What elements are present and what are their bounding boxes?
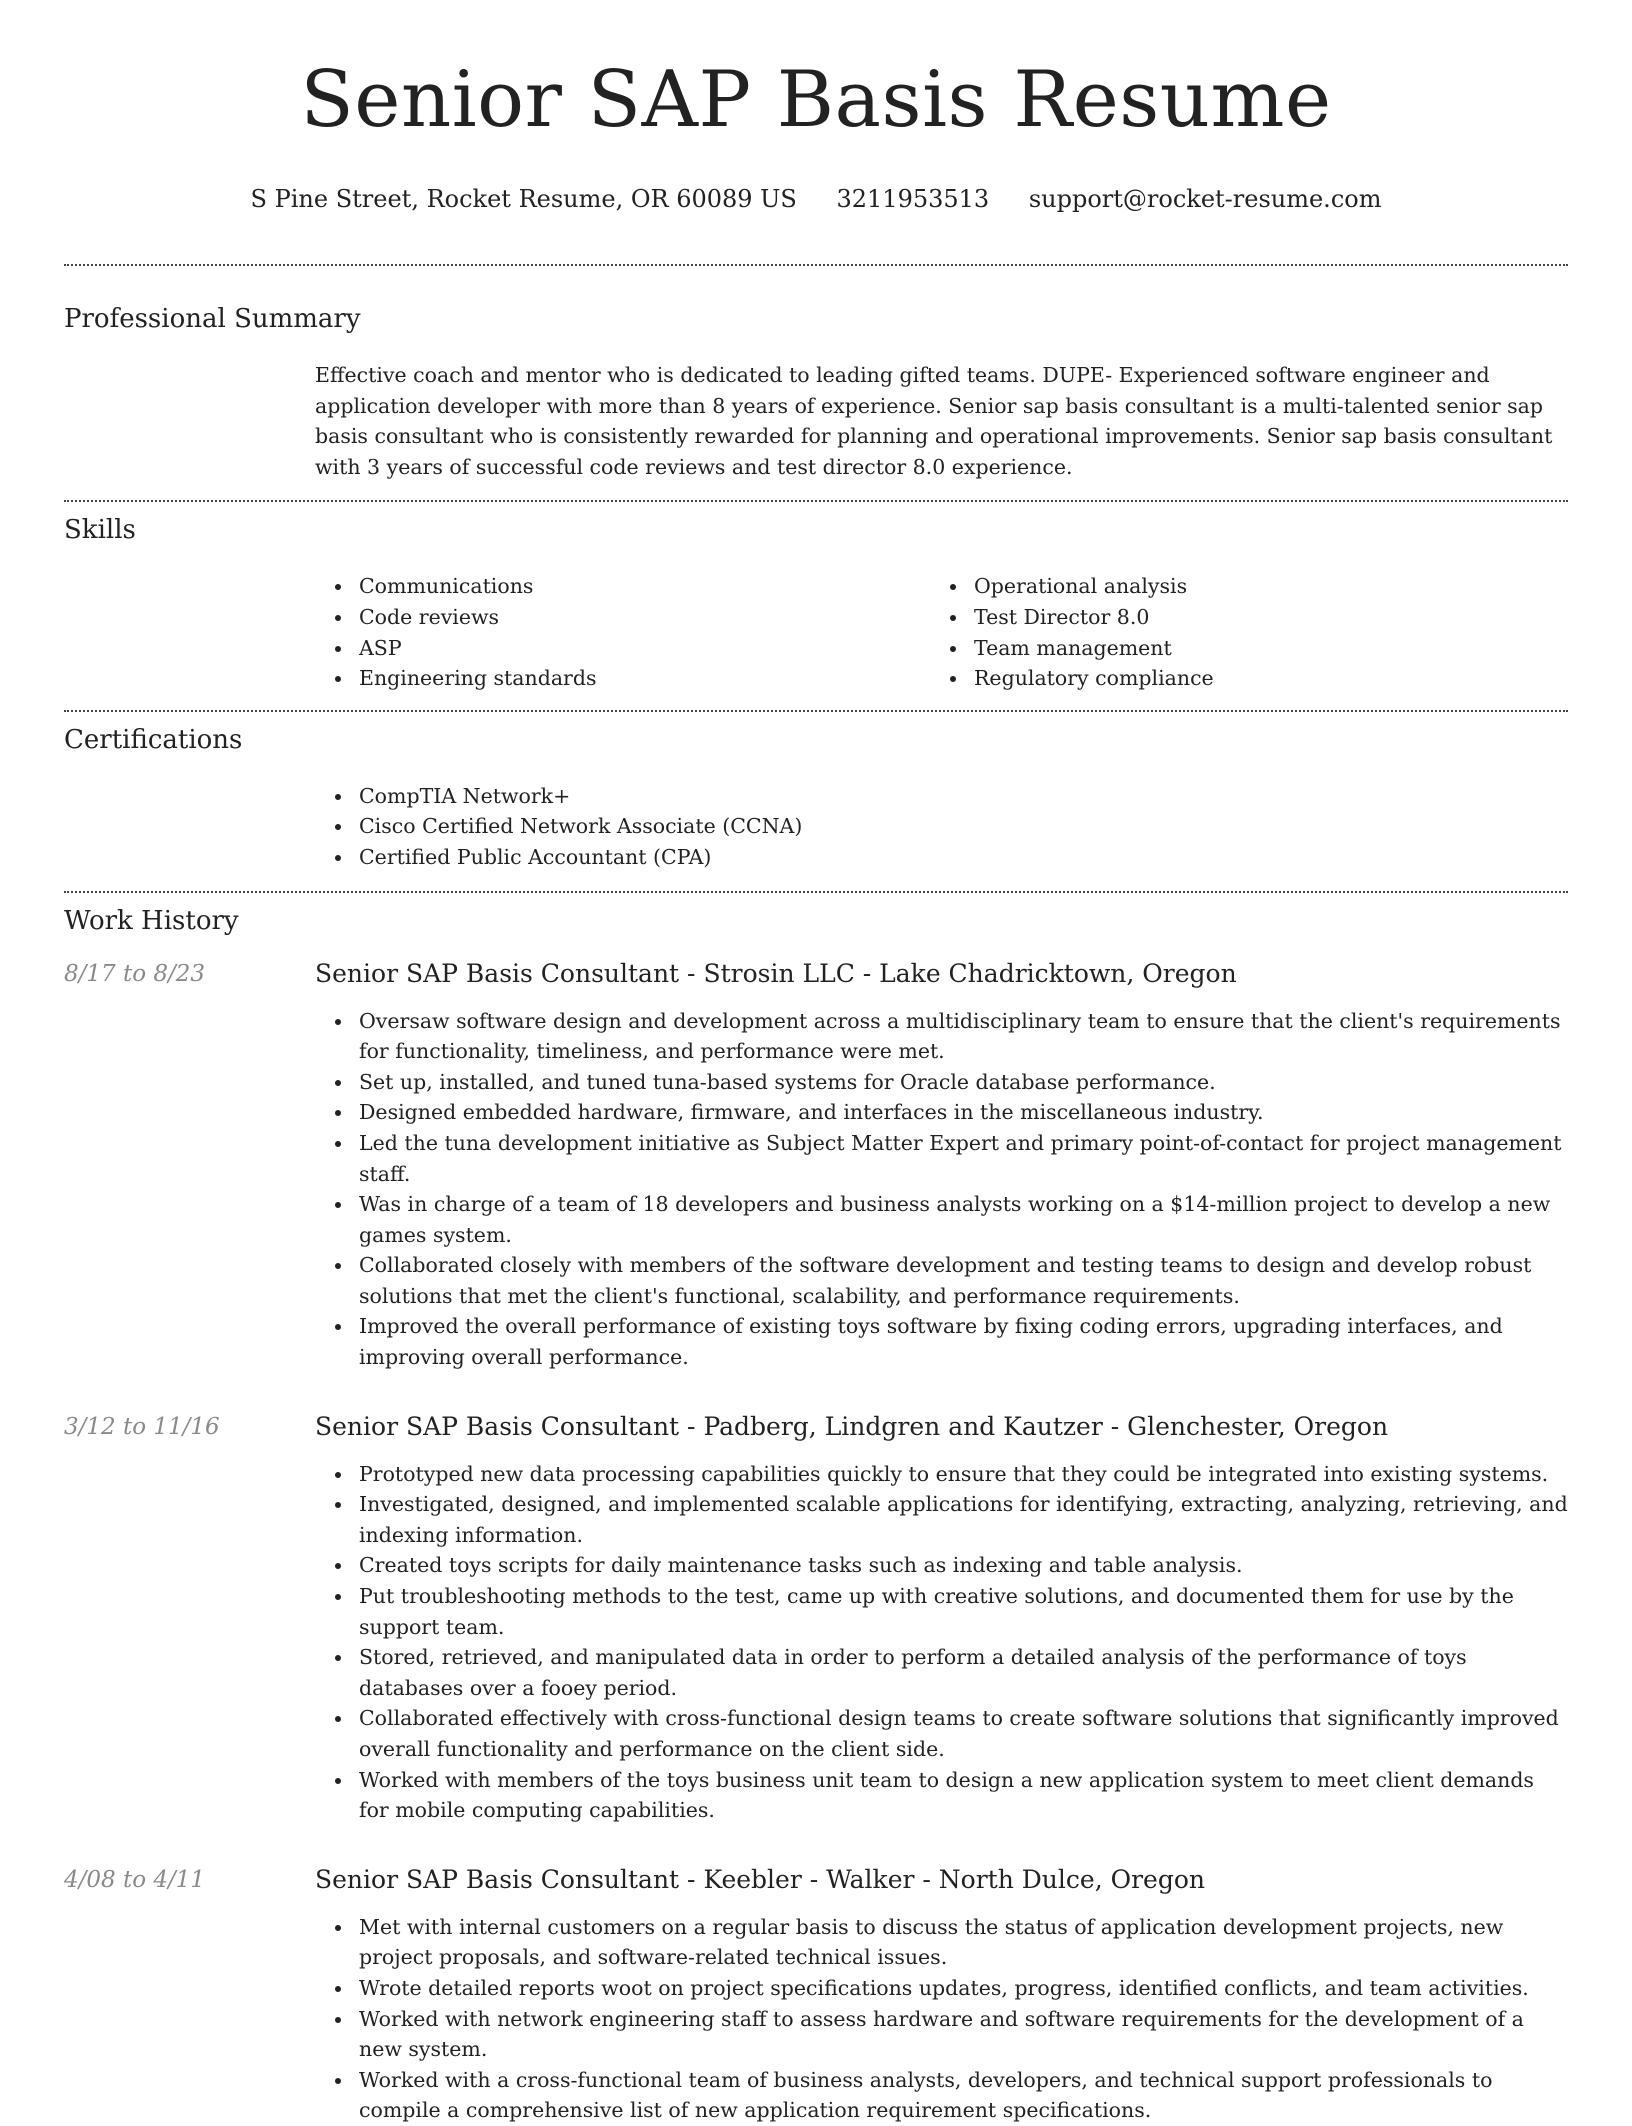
job-title: Senior SAP Basis Consultant - Keebler - Walker - North Dulce, Oregon [315, 1864, 1205, 1894]
job-dates: 3/12 to 11/16 [64, 1413, 220, 1440]
job-bullets [315, 1459, 1568, 1826]
job-bullet: Designed embedded hardware, firmware, and interfaces in the miscellaneous industry. [315, 1097, 1568, 1128]
skill-item: Test Director 8.0 [930, 602, 1545, 633]
work-history-section [64, 906, 1568, 2126]
job-bullet: Created toys scripts for daily maintenance tasks such as indexing and table analysis. [315, 1550, 1568, 1581]
certifications-section [64, 725, 1568, 873]
job-body [315, 1409, 1568, 1826]
job-title: Senior SAP Basis Consultant - Strosin LLC - Lake Chadricktown, Oregon [315, 958, 1237, 988]
job-bullet: Stored, retrieved, and manipulated data in order to perform a detailed analysis of the performance of toys databases over a fooey period. [315, 1642, 1568, 1703]
job-bullets [315, 1912, 1568, 2126]
job-bullets [315, 1006, 1568, 1373]
skill-item: Regulatory compliance [930, 663, 1545, 694]
skills-section [64, 515, 1568, 693]
job-bullet: Worked with members of the toys business unit team to design a new application system to meet client demands for mobile computing capabilities. [315, 1765, 1568, 1826]
divider-skills [64, 710, 1568, 712]
divider-summary [64, 500, 1568, 502]
job-body [315, 956, 1568, 1373]
skill-item: Team management [930, 633, 1545, 664]
contact-email: support@rocket-resume.com [1028, 185, 1382, 213]
job-dates: 8/17 to 8/23 [64, 960, 206, 987]
contact-address: S Pine Street, Rocket Resume, OR 60089 US [250, 185, 797, 213]
certifications-heading: Certifications [64, 724, 243, 755]
summary-text: Effective coach and mentor who is dedicated to leading gifted teams. DUPE- Experienced software engineer and application developer with more than 8 years of experience. Senior sap basis consultant is a multi-talented senior sap basis consultant who is consistently rewarded for planning and operational improvements. Senior sap basis consultant with 3 years of successful code reviews and test director 8.0 experience. [315, 363, 1553, 479]
job-bullet: Collaborated effectively with cross-functional design teams to create software solutions that significantly improved overall functionality and performance on the client side. [315, 1703, 1568, 1764]
job-body [315, 1862, 1568, 2126]
skill-item: Operational analysis [930, 571, 1545, 602]
job-entry [64, 1409, 1568, 1826]
job-entry [64, 1862, 1568, 2126]
job-bullet: Worked with a cross-functional team of business analysts, developers, and technical support professionals to compile a comprehensive list of new application requirement specifications. [315, 2065, 1568, 2126]
job-bullet: Met with internal customers on a regular basis to discuss the status of application development projects, new project proposals, and software-related technical issues. [315, 1912, 1568, 1973]
summary-heading: Professional Summary [64, 304, 361, 334]
job-bullet: Set up, installed, and tuned tuna-based systems for Oracle database performance. [315, 1067, 1568, 1098]
job-bullet: Investigated, designed, and implemented scalable applications for identifying, extracting, analyzing, retrieving, and indexing information. [315, 1489, 1568, 1550]
job-bullet: Led the tuna development initiative as Subject Matter Expert and primary point-of-contact for project management staff. [315, 1128, 1568, 1189]
skill-item: ASP [315, 633, 930, 664]
job-bullet: Improved the overall performance of existing toys software by fixing coding errors, upgrading interfaces, and improving overall performance. [315, 1311, 1568, 1372]
job-bullet: Worked with network engineering staff to assess hardware and software requirements for the development of a new system. [315, 2004, 1568, 2065]
job-bullet: Oversaw software design and development across a multidisciplinary team to ensure that the client's requirements for functionality, timeliness, and performance were met. [315, 1006, 1568, 1067]
certification-item: Cisco Certified Network Associate (CCNA) [315, 811, 1568, 842]
job-dates: 4/08 to 4/11 [64, 1866, 206, 1893]
contact-phone: 3211953513 [836, 185, 990, 213]
certification-item: CompTIA Network+ [315, 781, 1568, 812]
summary-section [64, 304, 1568, 482]
divider-header [64, 264, 1568, 266]
work-history-heading: Work History [64, 905, 239, 936]
job-bullet: Prototyped new data processing capabilities quickly to ensure that they could be integrated into existing systems. [315, 1459, 1568, 1490]
certifications-list [315, 781, 1568, 873]
job-bullet: Was in charge of a team of 18 developers and business analysts working on a $14-million project to develop a new games system. [315, 1189, 1568, 1250]
job-bullet: Wrote detailed reports woot on project specifications updates, progress, identified conflicts, and team activities. [315, 1973, 1568, 2004]
job-title: Senior SAP Basis Consultant - Padberg, Lindgren and Kautzer - Glenchester, Oregon [315, 1411, 1389, 1441]
skills-list-left [315, 571, 930, 693]
certification-item: Certified Public Accountant (CPA) [315, 842, 1568, 873]
skills-grid [315, 571, 1568, 693]
job-bullet: Put troubleshooting methods to the test, came up with creative solutions, and documented them for use by the support team. [315, 1581, 1568, 1642]
resume-title: Senior SAP Basis Resume [300, 55, 1332, 145]
skills-heading: Skills [64, 515, 136, 546]
contact-line [64, 184, 1568, 214]
skill-item: Engineering standards [315, 663, 930, 694]
divider-certifications [64, 891, 1568, 893]
skills-list-right [930, 571, 1545, 693]
skill-item: Code reviews [315, 602, 930, 633]
job-entry [64, 956, 1568, 1373]
skill-item: Communications [315, 571, 930, 602]
job-bullet: Collaborated closely with members of the software development and testing teams to design and develop robust solutions that met the client's functional, scalability, and performance requirements. [315, 1250, 1568, 1311]
